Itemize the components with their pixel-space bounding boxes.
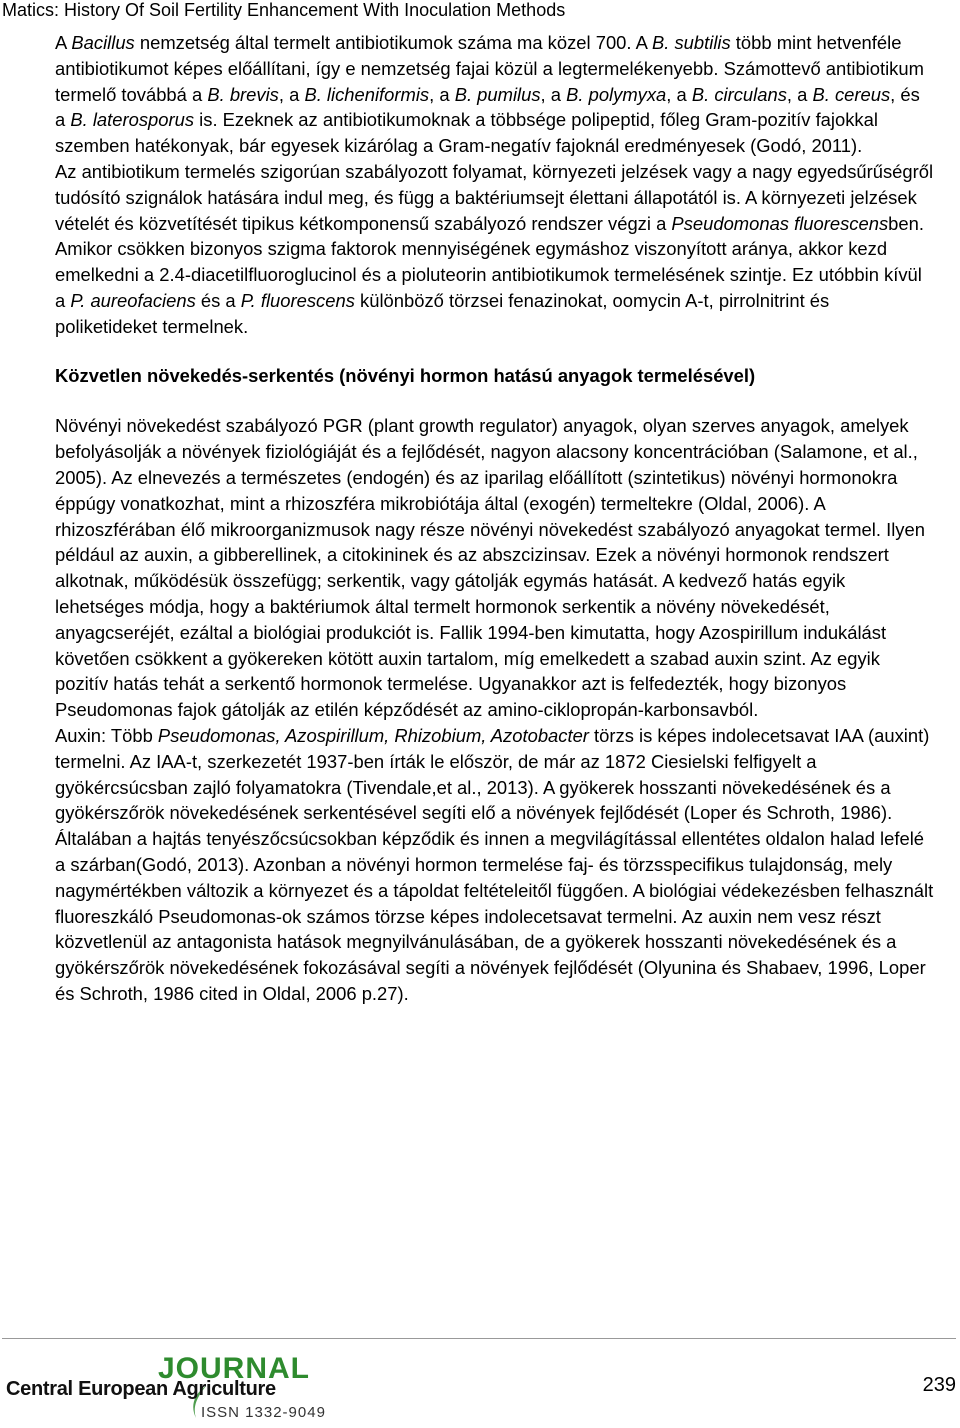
species-name: B. licheniformis <box>304 83 430 105</box>
text-run: Auxin: Több <box>55 724 158 746</box>
logo-journal-name: Central European Agriculture <box>6 1378 276 1400</box>
text-run: nemzetség által termelt antibiotikumok száma ma közel 700. A <box>134 32 652 53</box>
text-run: , a <box>786 83 813 105</box>
paragraph-pgr: Növényi növekedést szabályozó PGR (plant growth regulator) anyagok, olyan szerves anyagok, amelyek befolyásolják a növények fiziológiáját és a fejlődését, nagyon alacsony koncentrációban (Salamone, et al., 2005). Az elnevezés a természetes (endogén) és az iparilag előállított (szintetikus) növényi hormonokra éppúgy vonatkozhat, mint a rhizoszféra mikrobiótája által (exogén) termeltekre (Oldal, 2006). A rhizoszférában élő mikroorganizmusok nagy része növényi növekedést szabályozó anyagokat termel. Ilyen például az auxin, a gibberellinek, a citokininek és az abszcizinsav. Ezek a növényi hormonok rendszert alkotnak, működésük összefügg; serkentik, vagy gátolják egymás hatását. A kedvező hatás egyik lehetséges módja, hogy a baktériumok által termelt hormonok serkentik a növény növekedését, anyagcseréjét, ezáltal a biológiai produkciót is. Fallik 1994-ben kimutatta, hogy Azospirillum indukálást követően csökkent a gyökereken kötött auxin tartalom, míg emelkedett a szabad auxin szint. Az egyik pozitív hatás tehát a serkentő hormonok termelése. Ugyanakkor azt is felfedezték, hogy bizonyos Pseudomonas fajok gátolják az etilén képződését az amino-ciklopropán-karbonsavból. <box>55 415 925 721</box>
logo-journal-text: JOURNAL <box>158 1352 311 1385</box>
text-run: Az antibiotikum termelés szigorúan szabályozott folyamat, környezeti jelzések vagy a nagy egyedsűrűségről tudósító szignálok hatására indul meg, és függ a baktériumsejt élettani állapotától is. A környezeti jelzések vételét és közvetítését tipikus kétkomponensű szabályozó rendszer végzi a <box>55 160 934 234</box>
paragraph-auxin <box>55 723 935 1007</box>
species-name: Bacillus <box>71 32 135 53</box>
text-run: különböző törzsei fenazinokat, oomycin A-t, pirrolnitrint és poliketideket termelnek. <box>55 289 830 337</box>
paragraph-regulation <box>55 159 935 340</box>
article-body <box>55 30 935 1007</box>
species-name: Pseudomonas fluorescens <box>671 212 889 234</box>
text-run: , a <box>429 83 455 105</box>
text-run: is. Ezeknek az antibiotikumoknak a többsége polipeptid, főleg Gram-pozitív fajokkal szemben hatékonyak, bár egyesek kizárólag a Gram-negatív fajoknál eredményesek (Godó, 2011). <box>55 109 878 157</box>
footer-divider <box>2 1338 956 1339</box>
text-run: , és a <box>55 83 920 131</box>
text-run: törzs is képes indolecetsavat IAA (auxint) termelni. Az IAA-t, szerkezetét 1937-ben írták le először, de már az 1872 Ciesielski felfigyelt a gyökércsúcsban zajló folyamatokra (Tivendale,et al., 2013). A gyökerek hosszanti növekedésének és a gyökérszőrök növekedésének serkentésével segíti elő a növények fejlődését (Loper és Schroth, 1986). Általában a hajtás tenyészőcsúcsokban képződik és innen a megvilágítással ellentétes oldalon halad lefelé a szárban(Godó, 2013). Azonban a növényi hormon termelése faj- és törzsspecifikus tulajdonság, mely nagymértékben változik a környezet és a tápoldat feltételeitől függően. A biológiai védekezésben felhasznált fluoreszkáló Pseudomonas-ok számos törzse képes indolecetsavat termelni. Az auxin nem vesz részt közvetlenül az antagonista hatások megnyilvánulásában, de a gyökerek hosszanti növekedésének és a gyökérszőrök növekedésének fokozásával segíti a növények fejlődését (Olyunina és Shabaev, 1996, Loper és Schroth, 1986 cited in Oldal, 2006 p.27). <box>55 724 934 1004</box>
species-name: B. laterosporus <box>70 109 195 131</box>
text-run: A <box>55 32 72 53</box>
species-name: B. polymyxa <box>566 83 667 105</box>
species-name: B. brevis <box>207 83 279 105</box>
text-run: több mint hetvenféle antibiotikumot képes előállítani, így e nemzetség fajai közül a legtermelékenyebb. Számottevő antibiotikum termelő továbbá a <box>55 32 924 105</box>
species-name: B. cereus <box>812 83 891 105</box>
text-run: , a <box>666 83 692 105</box>
text-run: , a <box>540 83 567 105</box>
logo-issn: ISSN 1332-9049 <box>201 1404 326 1421</box>
species-name: B. circulans <box>691 83 787 105</box>
species-name: B. subtilis <box>651 32 731 53</box>
text-run: és a <box>195 289 241 311</box>
text-run: , a <box>278 83 305 105</box>
species-name: B. pumilus <box>454 83 541 105</box>
paragraph-antibiotics <box>55 30 935 159</box>
journal-logo <box>6 1352 336 1424</box>
text-run: ben. Amikor csökken bizonyos szigma faktorok mennyiségének egymáshoz viszonyított aránya, akkor kezd emelkedni a 2.4-diacetilfluoroglucinol és a pioluteorin antibiotikumok termelésének szintje. Ez utóbbin kívül a <box>55 212 924 311</box>
page-header-title: Matics: History Of Soil Fertility Enhancement With Inoculation Methods <box>2 0 566 20</box>
page-number: 239 <box>922 1374 956 1396</box>
species-name: P. aureofaciens <box>70 289 196 311</box>
species-name: P. fluorescens <box>240 289 355 311</box>
section-heading: Közvetlen növekedés-serkentés (növényi hormon hatású anyagok termelésével) <box>55 364 756 386</box>
species-name: Pseudomonas, Azospirillum, Rhizobium, Azotobacter <box>157 724 589 746</box>
